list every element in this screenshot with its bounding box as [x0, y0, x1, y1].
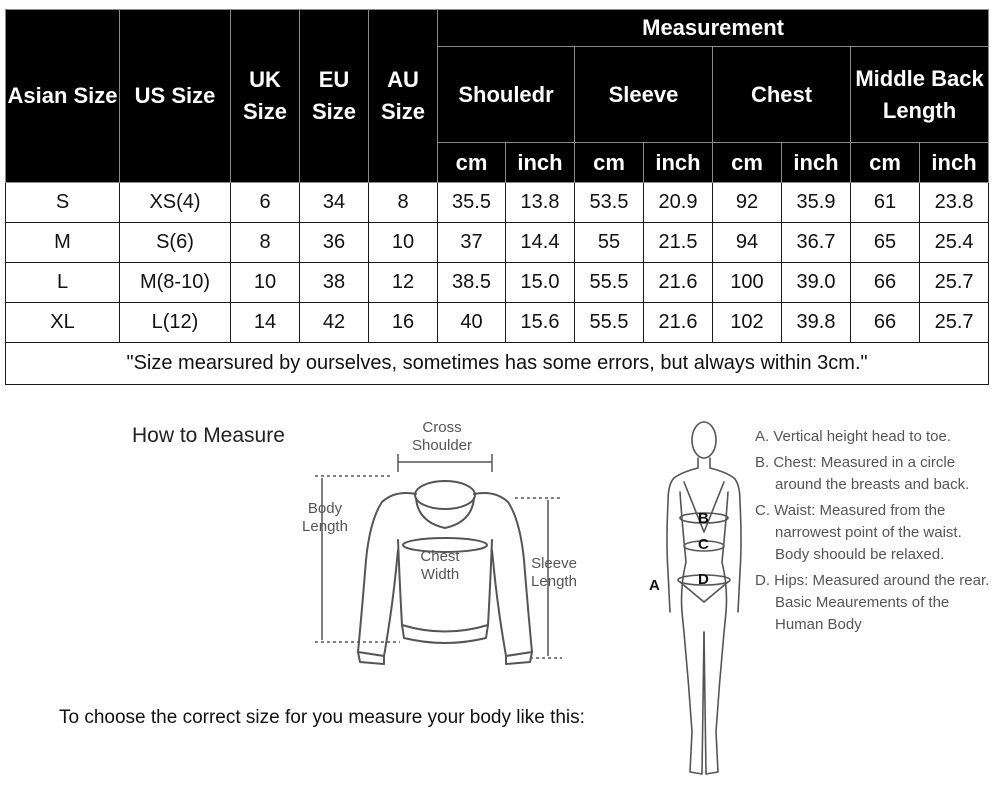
table-cell: 65	[851, 223, 920, 263]
header-middle-back-length: Middle Back Length	[851, 47, 989, 143]
table-cell: 66	[851, 303, 920, 343]
header-chest: Chest	[713, 47, 851, 143]
table-note-row	[6, 343, 989, 385]
table-cell: 94	[713, 223, 782, 263]
unit-cm: cm	[713, 143, 782, 183]
table-cell: 36	[300, 223, 369, 263]
table-cell: 15.0	[506, 263, 575, 303]
figure-label-d: D	[698, 571, 709, 588]
table-cell: 21.5	[644, 223, 713, 263]
table-cell: 36.7	[782, 223, 851, 263]
table-row	[6, 263, 989, 303]
figure-label-b: B	[698, 510, 709, 527]
table-cell: M(8-10)	[120, 263, 231, 303]
header-uk-size: UK Size	[231, 10, 300, 183]
table-cell: 35.5	[438, 183, 506, 223]
figure-label-a: A	[649, 577, 660, 594]
table-cell: XL	[6, 303, 120, 343]
table-cell: 39.8	[782, 303, 851, 343]
table-cell: 25.4	[920, 223, 989, 263]
human-figure-icon	[640, 412, 760, 787]
table-cell: 21.6	[644, 303, 713, 343]
table-cell: 16	[369, 303, 438, 343]
table-cell: 15.6	[506, 303, 575, 343]
table-row	[6, 183, 989, 223]
measurement-note: "Size mearsured by ourselves, sometimes has some errors, but always within 3cm."	[6, 343, 989, 385]
table-cell: 61	[851, 183, 920, 223]
table-cell: 10	[231, 263, 300, 303]
table-cell: 13.8	[506, 183, 575, 223]
definition-a: A. Vertical height head to toe.	[755, 428, 951, 445]
unit-cm: cm	[851, 143, 920, 183]
table-row	[6, 303, 989, 343]
table-cell: 53.5	[575, 183, 644, 223]
table-cell: XS(4)	[120, 183, 231, 223]
table-cell: 12	[369, 263, 438, 303]
table-cell: 8	[369, 183, 438, 223]
table-cell: 6	[231, 183, 300, 223]
table-cell: 14	[231, 303, 300, 343]
unit-inch: inch	[506, 143, 575, 183]
unit-cm: cm	[575, 143, 644, 183]
header-eu-size: EU Size	[300, 10, 369, 183]
table-cell: 21.6	[644, 263, 713, 303]
table-cell: M	[6, 223, 120, 263]
table-cell: 55.5	[575, 303, 644, 343]
unit-cm: cm	[438, 143, 506, 183]
table-cell: 38.5	[438, 263, 506, 303]
table-cell: 23.8	[920, 183, 989, 223]
table-cell: 40	[438, 303, 506, 343]
table-cell: 20.9	[644, 183, 713, 223]
table-cell: 100	[713, 263, 782, 303]
label-sleeve-length: Sleeve Length	[531, 555, 577, 590]
table-cell: 55.5	[575, 263, 644, 303]
table-cell: S	[6, 183, 120, 223]
header-measurement: Measurement	[438, 10, 989, 47]
table-cell: 14.4	[506, 223, 575, 263]
table-cell: 25.7	[920, 303, 989, 343]
header-asian-size: Asian Size	[6, 10, 120, 183]
definition-c: C. Waist: Measured from the narrowest point of the waist. Body shoould be relaxed.	[755, 502, 962, 563]
header-us-size: US Size	[120, 10, 231, 183]
label-chest-width: Chest Width	[420, 548, 460, 583]
unit-inch: inch	[920, 143, 989, 183]
unit-inch: inch	[782, 143, 851, 183]
table-cell: 34	[300, 183, 369, 223]
table-cell: L	[6, 263, 120, 303]
table-cell: 10	[369, 223, 438, 263]
how-to-measure-title: How to Measure	[132, 424, 285, 447]
figure-label-c: C	[698, 536, 709, 553]
table-cell: 37	[438, 223, 506, 263]
instruction-text: To choose the correct size for you measure your body like this:	[59, 707, 585, 728]
table-cell: 102	[713, 303, 782, 343]
header-sleeve: Sleeve	[575, 47, 713, 143]
table-cell: 92	[713, 183, 782, 223]
definition-d: D. Hips: Measured around the rear. Basic Meaurements of the Human Body	[755, 572, 990, 633]
table-cell: 55	[575, 223, 644, 263]
table-cell: 38	[300, 263, 369, 303]
table-cell: 39.0	[782, 263, 851, 303]
label-cross-shoulder: Cross Shoulder	[411, 419, 473, 454]
table-cell: 25.7	[920, 263, 989, 303]
header-shoulder: Shouledr	[438, 47, 575, 143]
table-cell: 42	[300, 303, 369, 343]
table-cell: 8	[231, 223, 300, 263]
definition-b: B. Chest: Measured in a circle around the breasts and back.	[755, 454, 970, 493]
size-chart-table	[5, 9, 989, 385]
measurement-definitions	[755, 426, 995, 640]
table-cell: S(6)	[120, 223, 231, 263]
table-cell: L(12)	[120, 303, 231, 343]
table-row	[6, 223, 989, 263]
label-body-length: Body Length	[302, 500, 348, 535]
header-au-size: AU Size	[369, 10, 438, 183]
table-cell: 66	[851, 263, 920, 303]
unit-inch: inch	[644, 143, 713, 183]
table-cell: 35.9	[782, 183, 851, 223]
